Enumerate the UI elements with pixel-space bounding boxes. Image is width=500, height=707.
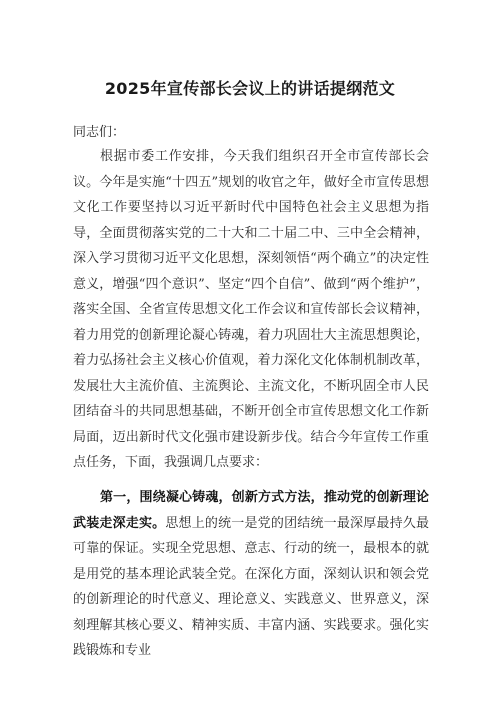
paragraph-point-one <box>73 485 429 664</box>
point-one-heading: 第一，围绕凝心铸魂，创新方式方法，推动党的创新理论武装走深走实。 <box>73 490 429 531</box>
point-one-body: 思想上的统一是党的团结统一最深厚最持久最可靠的保证。实现全党思想、意志、行动的统一，最根本的就是用党的基本理论武装全党。在深化方面，深刻认识和领会党的创新理论的时代意义、理论意义、实践意义、世界意义，深刻理解其核心要义、精神实质、丰富内涵、实践要求。强化实践锻炼和专业 <box>73 515 429 658</box>
document-title: 2025年宣传部长会议上的讲话提纲范文 <box>104 79 396 98</box>
salutation: 同志们： <box>73 125 126 140</box>
paragraph-intro: 根据市委工作安排，今天我们组织召开全市宣传部长会议。今年是实施“十四五”规划的收官之年，做好全市宣传思想文化工作要坚持以习近平新时代中国特色社会主义思想为指导，全面贯彻落实党的二十大和二十届二中、三中全会精神，深入学习贯彻习近平文化思想，深刻领悟“两个确立”的决定性意义，增强“四个意识”、坚定“四个自信”、做到“两个维护”，落实全国、全省宣传思想文化工作会议和宣传部长会议精神，着力用党的创新理论凝心铸魂，着力巩固壮大主流思想舆论，着力弘扬社会主义核心价值观，着力深化文化体制机制改革，发展壮大主流价值、主流舆论、主流文化，不断巩固全市人民团结奋斗的共同思想基础，不断开创全市宣传思想文化工作新局面，迈出新时代文化强市建设新步伐。结合今年宣传工作重点任务，下面，我强调几点要求： <box>73 149 429 470</box>
